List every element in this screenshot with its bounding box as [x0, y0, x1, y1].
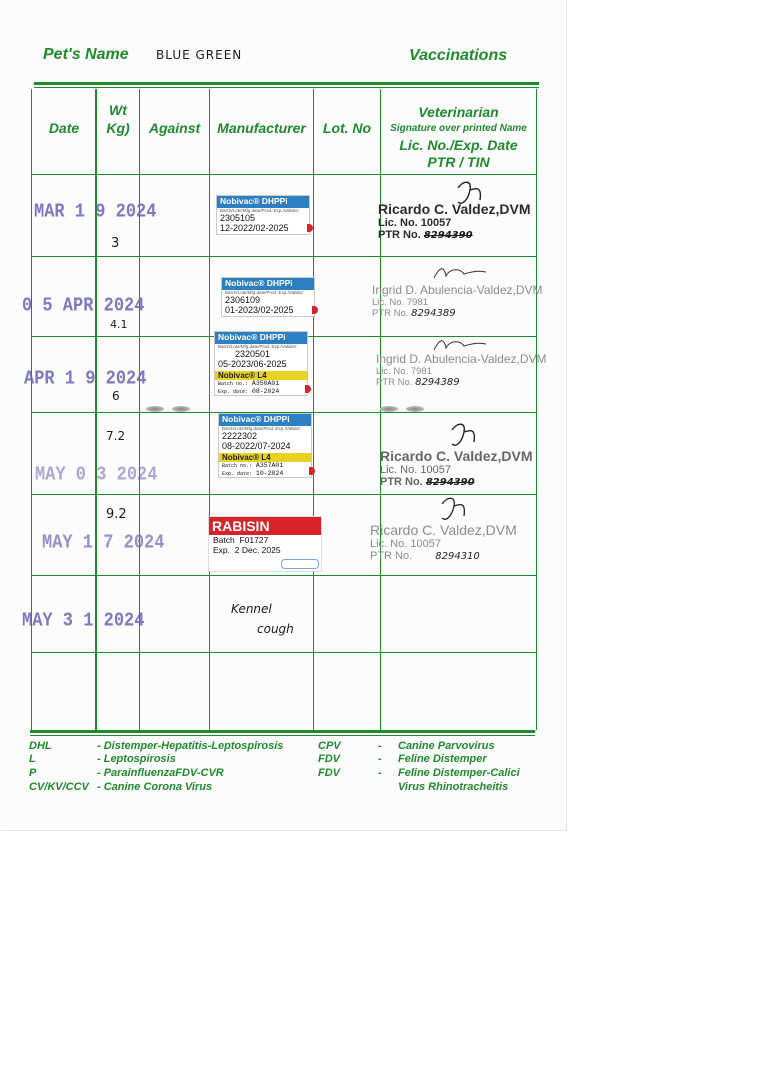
fold-hole	[172, 406, 190, 412]
sticker-dates: 05-2023/06-2025	[218, 359, 287, 370]
col-wt-2: Kg)	[106, 120, 130, 136]
vet-lic: Lic. No. 10057	[378, 217, 452, 229]
grid-v4	[313, 89, 314, 730]
col-wt-1: Wt	[109, 102, 127, 118]
grid-h6	[32, 652, 536, 653]
sticker-tab	[307, 224, 313, 232]
vet-lic: Lic. No. 7981	[372, 297, 428, 308]
sticker-fine-print: Batch/Lote/Mfg.date/Prod.:Exp./Validez:	[222, 425, 302, 431]
grid-v1	[95, 89, 97, 730]
legend-dhl-desc: - Distemper-Hepatitis-Leptospirosis	[97, 740, 284, 752]
grid-v2	[139, 89, 140, 730]
grid-v3	[209, 89, 210, 730]
legend-fdv2-dash: -	[378, 767, 382, 779]
sticker-tab	[312, 306, 318, 314]
grid-h-header	[32, 174, 536, 175]
vet-ptr-value: 8294389	[415, 377, 460, 388]
row4-signature	[442, 420, 482, 456]
sticker-fine-print: Batch/Lote/Mfg.date/Prod.:Exp./Validez:	[225, 289, 305, 295]
sticker-batch: 2306109	[225, 294, 261, 305]
vet-name: Ricardo C. Valdez,DVM	[378, 201, 531, 217]
row3-signature	[430, 334, 490, 356]
row6-note-2: cough	[257, 622, 294, 636]
vet-lic: Lic. No. 7981	[376, 366, 432, 377]
legend-l-desc: - Leptospirosis	[97, 753, 176, 765]
vet-lic: Lic. No. 10057	[370, 538, 441, 550]
sticker-tab	[309, 467, 315, 475]
col-against: Against	[148, 120, 201, 136]
pets-name-label: Pet's Name	[43, 46, 129, 63]
sticker-tab	[305, 385, 311, 393]
legend-cpv-code: CPV	[318, 740, 341, 752]
row6-date-stamp: MAY 3 1 2024	[22, 610, 145, 633]
legend-fdv1-code: FDV	[318, 753, 340, 765]
sticker-dates: 08-2022/07-2024	[222, 441, 291, 452]
sticker-batch: 2305105	[220, 212, 256, 223]
rabisin-batch: Batch F01727	[213, 535, 269, 545]
vet-ptr	[378, 229, 530, 241]
sticker-l4: Nobivac® L4	[215, 371, 307, 380]
vet-ptr-label: PTR No.	[380, 476, 423, 488]
legend-fdv1-dash: -	[378, 753, 382, 765]
row2-date-stamp: 0 5 APR 2024	[22, 295, 145, 318]
boehringer-logo	[281, 559, 319, 569]
sticker-brand: Nobivac® DHPPi	[219, 414, 311, 426]
sticker-brand: Nobivac® DHPPi	[215, 332, 307, 344]
sticker-fine-print: Batch/Lote/Mfg.date/Prod.:Exp./Validez:	[218, 343, 298, 349]
sticker-l4-exp: Exp. date: 10-2024	[222, 469, 284, 477]
bottom-rule-thin	[30, 735, 535, 736]
vet-ptr-value: 8294390	[423, 230, 473, 241]
fold-hole	[380, 406, 398, 412]
vet-name: Ingrid D. Abulencia-Valdez,DVM	[372, 283, 543, 297]
row4-date-stamp: MAY 0 3 2024	[35, 464, 158, 487]
legend-fdv2-desc: Feline Distemper-Calici	[398, 767, 520, 779]
vet-ptr-label: PTR No.	[370, 550, 413, 562]
sticker-brand: Nobivac® DHPPi	[222, 278, 314, 290]
sticker-l4-exp: Exp. date: 08-2024	[218, 387, 280, 395]
legend-p-desc: - ParainfluenzaFDV-CVR	[97, 767, 224, 779]
sticker-l4-batch: Batch no.: A357A01	[222, 461, 284, 469]
vet-name: Ricardo C. Valdez,DVM	[370, 522, 517, 538]
col-vet-3: Lic. No./Exp. Date	[399, 137, 518, 153]
sticker-batch: 2222302	[222, 430, 258, 441]
vet-ptr-value: 8294389	[411, 308, 456, 319]
vet-name: Ricardo C. Valdez,DVM	[380, 448, 533, 464]
row3-date-stamp: APR 1 9 2024	[24, 368, 147, 391]
row2-signature	[430, 262, 490, 284]
legend-cpv-dash: -	[378, 740, 382, 752]
col-vet-2: Signature over printed Name	[390, 123, 527, 134]
legend-fdv2-code: FDV	[318, 767, 340, 779]
row1-sticker	[216, 195, 310, 235]
row5-weight: 9.2	[106, 507, 127, 522]
vet-ptr-label: PTR No.	[372, 308, 409, 319]
legend-l-code: L	[29, 753, 36, 765]
row5-rabisin-sticker	[208, 516, 322, 572]
row4-weight: 7.2	[106, 429, 126, 443]
row1-date-stamp: MAR 1 9 2024	[34, 201, 157, 224]
col-lot-no: Lot. No	[322, 120, 372, 136]
grid-right	[536, 89, 537, 730]
col-date: Date	[48, 120, 80, 136]
legend-fdv2-desc2: Virus Rhinotracheitis	[398, 781, 509, 793]
top-rule	[34, 82, 539, 85]
row2-sticker	[221, 277, 315, 317]
row5-date-stamp: MAY 1 7 2024	[42, 532, 165, 555]
col-manufacturer: Manufacturer	[217, 120, 306, 136]
sticker-fine-print: Batch/Lote/Mfg.date/Prod.:Exp./Validez:	[220, 207, 300, 213]
col-vet-4: PTR / TIN	[427, 154, 490, 170]
vet-ptr	[380, 476, 532, 488]
rabisin-title: RABISIN	[209, 517, 321, 535]
row4-sticker	[218, 413, 312, 478]
row6-note-1: Kennel	[231, 602, 272, 616]
vet-ptr	[376, 377, 547, 388]
sticker-dates: 01-2023/02-2025	[225, 305, 294, 316]
pets-name-value: BLUE GREEN	[156, 48, 243, 62]
row3-vet	[376, 352, 547, 388]
row5-signature	[432, 494, 472, 530]
row3-sticker	[214, 331, 308, 396]
fold-hole	[406, 406, 424, 412]
legend-cv-code: CV/KV/CCV	[29, 781, 89, 793]
legend-fdv1-desc: Feline Distemper	[398, 753, 487, 765]
vet-ptr-label: PTR No.	[378, 229, 421, 241]
row2-weight: 4.1	[110, 318, 128, 331]
rabisin-exp: Exp. 2 Dec. 2025	[213, 545, 281, 555]
fold-hole	[146, 406, 164, 412]
top-rule-thin	[34, 87, 539, 88]
legend-p-code: P	[29, 767, 37, 779]
row1-signature	[448, 178, 488, 214]
sticker-dates: 12-2022/02-2025	[220, 223, 289, 234]
vet-ptr-label: PTR No.	[376, 377, 413, 388]
sticker-batch: 2320501	[235, 348, 271, 359]
sticker-l4: Nobivac® L4	[219, 453, 311, 462]
row3-weight: 6	[112, 389, 120, 403]
col-vet-1: Veterinarian	[418, 104, 499, 120]
vet-ptr	[370, 550, 517, 562]
sticker-brand: Nobivac® DHPPi	[217, 196, 309, 208]
section-title: Vaccinations	[409, 47, 508, 64]
grid-left	[31, 89, 32, 730]
vet-lic: Lic. No. 10057	[380, 464, 451, 476]
vet-ptr-value: 8294310	[435, 551, 480, 562]
vet-ptr-value: 8294390	[425, 477, 475, 488]
vet-name: Ingrid D. Abulencia-Valdez,DVM	[376, 352, 547, 366]
grid-h5	[32, 575, 536, 576]
vet-ptr	[372, 308, 543, 319]
grid-h1	[32, 256, 536, 257]
row2-vet	[372, 283, 543, 319]
legend-dhl-code: DHL	[29, 740, 52, 752]
sticker-l4-batch: Batch no.: A350A01	[218, 379, 280, 387]
legend-cpv-desc: Canine Parvovirus	[398, 740, 495, 752]
row1-weight: 3	[111, 236, 120, 251]
bottom-rule	[30, 730, 535, 733]
legend-cv-desc: - Canine Corona Virus	[97, 781, 213, 793]
